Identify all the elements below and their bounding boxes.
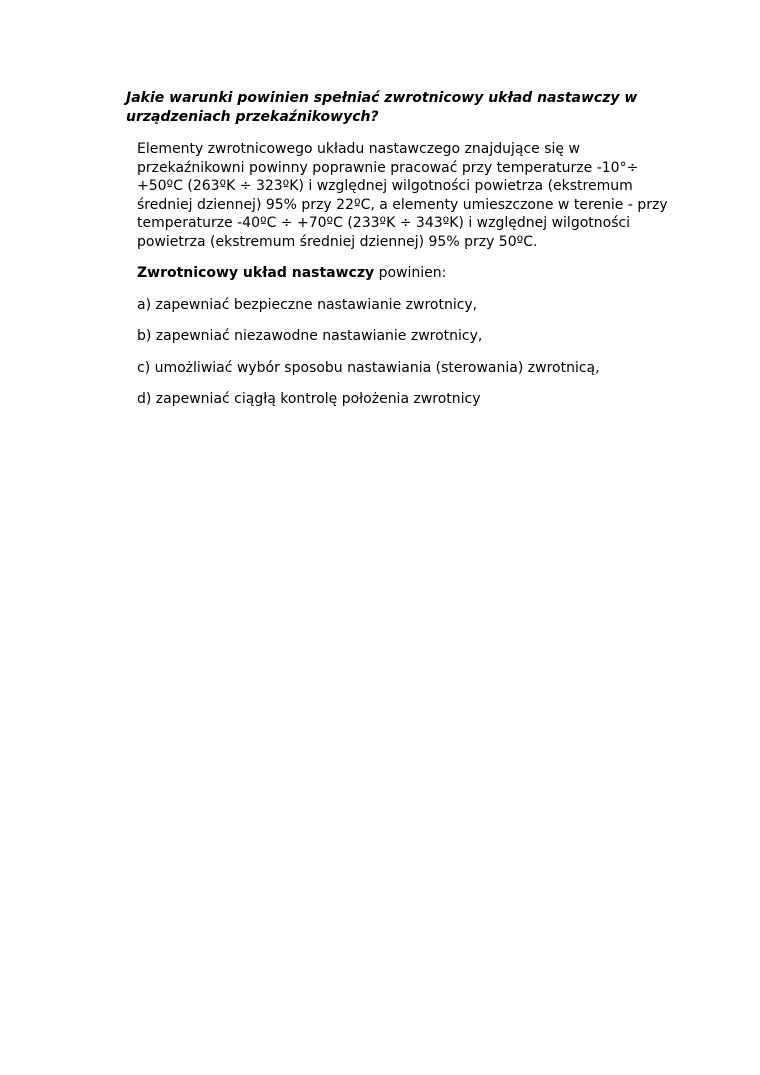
intro-line-3: +50ºC (263ºK ÷ 323ºK) i względnej wilgotności powietrza (ekstremum (137, 178, 633, 194)
list-item-a: a) zapewniać bezpieczne nastawianie zwrotnicy, (137, 296, 478, 313)
lead-bold-text: Zwrotnicowy układ nastawczy (137, 265, 375, 281)
intro-line-4: średniej dziennej) 95% przy 22ºC, a elementy umieszczone w terenie - przy (137, 196, 668, 213)
list-item-c: c) umożliwiać wybór sposobu nastawiania (sterowania) zwrotnicą, (137, 359, 600, 376)
lead-paragraph (137, 264, 697, 283)
intro-paragraph (137, 140, 697, 251)
intro-line-1: Elementy zwrotnicowego układu nastawczego znajdujące się w (137, 141, 580, 157)
question-heading: Jakie warunki powinien spełniać zwrotnicowy układ nastawczy w urządzeniach przekaźnikowych? (126, 90, 638, 125)
intro-line-6: powietrza (ekstremum średniej dziennej) 95% przy 50ºC. (137, 233, 538, 250)
list-item-b: b) zapewniać niezawodne nastawianie zwrotnicy, (137, 328, 483, 344)
intro-line-5: temperaturze -40ºC ÷ +70ºC (233ºK ÷ 343ºK) i względnej wilgotności (137, 215, 631, 231)
intro-line-2: przekaźnikowni powinny poprawnie pracować przy temperaturze -10°÷ (137, 159, 639, 176)
lead-rest-text: powinien: (374, 265, 447, 281)
answer-body (137, 140, 697, 422)
list-item-d: d) zapewniać ciągłą kontrolę położenia zwrotnicy (137, 391, 481, 407)
